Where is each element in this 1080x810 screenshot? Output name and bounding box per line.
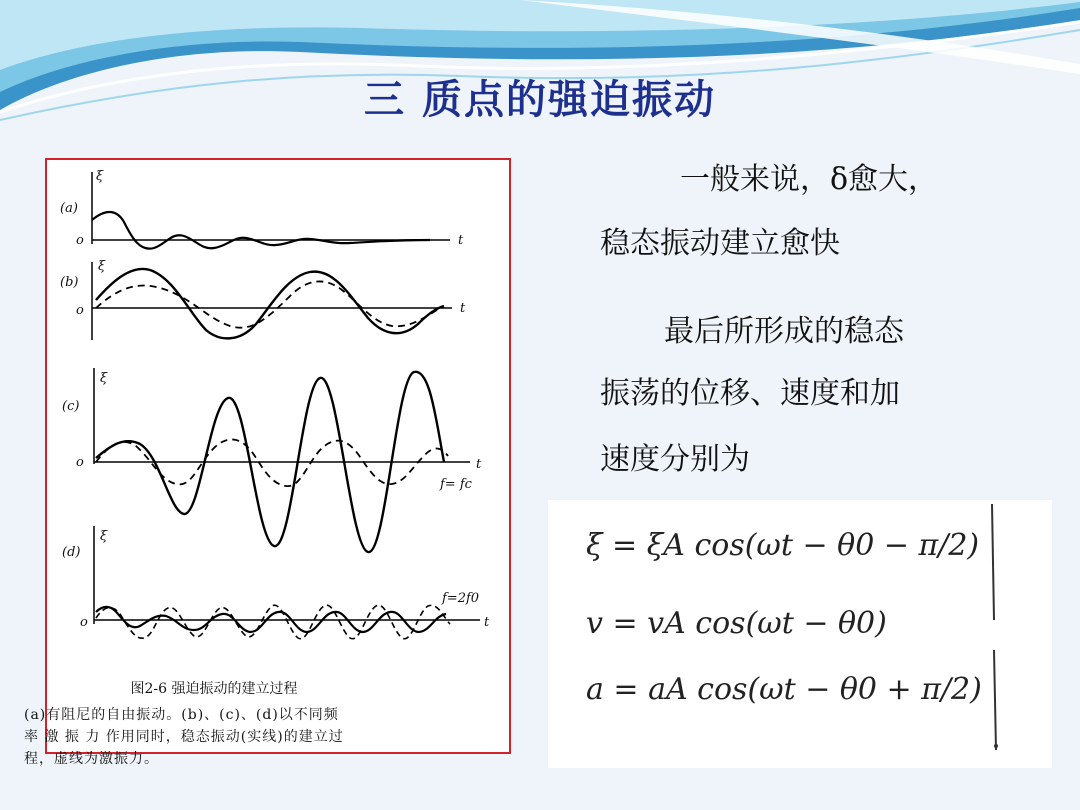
panel-c-label: (c) xyxy=(62,399,80,414)
formula-velocity: v = vA cos(ωt − θ0) xyxy=(586,606,887,641)
panel-b-forcing-dashed xyxy=(96,281,440,327)
panel-d-annotation: f=2f0 xyxy=(442,591,480,606)
panel-b-t: t xyxy=(460,301,466,316)
panel-c-origin: o xyxy=(76,455,84,470)
panel-d-origin: o xyxy=(80,615,88,630)
panel-c xyxy=(62,368,482,552)
figure-caption-line: 程，虚线为激振力。 xyxy=(24,751,159,767)
panel-d-forcing-dashed xyxy=(96,605,450,639)
text-line-2: 稳态振动建立愈快 xyxy=(600,226,840,261)
text-line-4: 振荡的位移、速度和加 xyxy=(600,376,900,411)
formula-acceleration: a = aA cos(ωt − θ0 + π/2) xyxy=(586,672,982,707)
panel-b-response-solid xyxy=(96,269,444,338)
panel-c-t: t xyxy=(476,457,482,472)
panel-d xyxy=(62,526,490,639)
figure-caption-title: 图2-6 强迫振动的建立过程 xyxy=(130,681,298,697)
formula-bracket xyxy=(548,500,1052,768)
panel-d-xi: ξ xyxy=(100,529,108,544)
panel-b-label: (b) xyxy=(60,275,79,290)
panel-a-origin: o xyxy=(76,233,84,248)
panel-a-t: t xyxy=(458,233,464,248)
figure-caption-line: 率 激 振 力 作用同时，稳态振动(实线)的建立过 xyxy=(24,729,344,745)
panel-c-annotation: f= fc xyxy=(440,477,472,492)
formula-panel xyxy=(548,500,1052,768)
text-line-1: 一般来说，δ愈大， xyxy=(680,162,939,197)
panel-b xyxy=(60,259,466,340)
figure-caption xyxy=(24,678,464,770)
panel-a-xi: ξ xyxy=(96,169,104,184)
panel-d-t: t xyxy=(484,615,490,630)
panel-b-xi: ξ xyxy=(98,259,106,274)
text-line-3: 最后所形成的稳态 xyxy=(664,314,904,349)
formula-displacement: ξ = ξA cos(ωt − θ0 − π/2) xyxy=(586,528,980,563)
slide-title: 三 质点的强迫振动 xyxy=(364,76,716,123)
text-line-5: 速度分别为 xyxy=(600,442,750,477)
panel-d-label: (d) xyxy=(62,545,81,560)
panel-c-xi: ξ xyxy=(100,371,108,386)
panel-a-damped-curve xyxy=(92,212,430,249)
panel-b-origin: o xyxy=(76,303,84,318)
panel-a-label: (a) xyxy=(60,201,78,216)
figure-curves xyxy=(0,0,520,760)
panel-a xyxy=(60,169,464,249)
figure-caption-line: (a)有阻尼的自由振动。(b)、(c)、(d)以不同频 xyxy=(24,707,339,723)
